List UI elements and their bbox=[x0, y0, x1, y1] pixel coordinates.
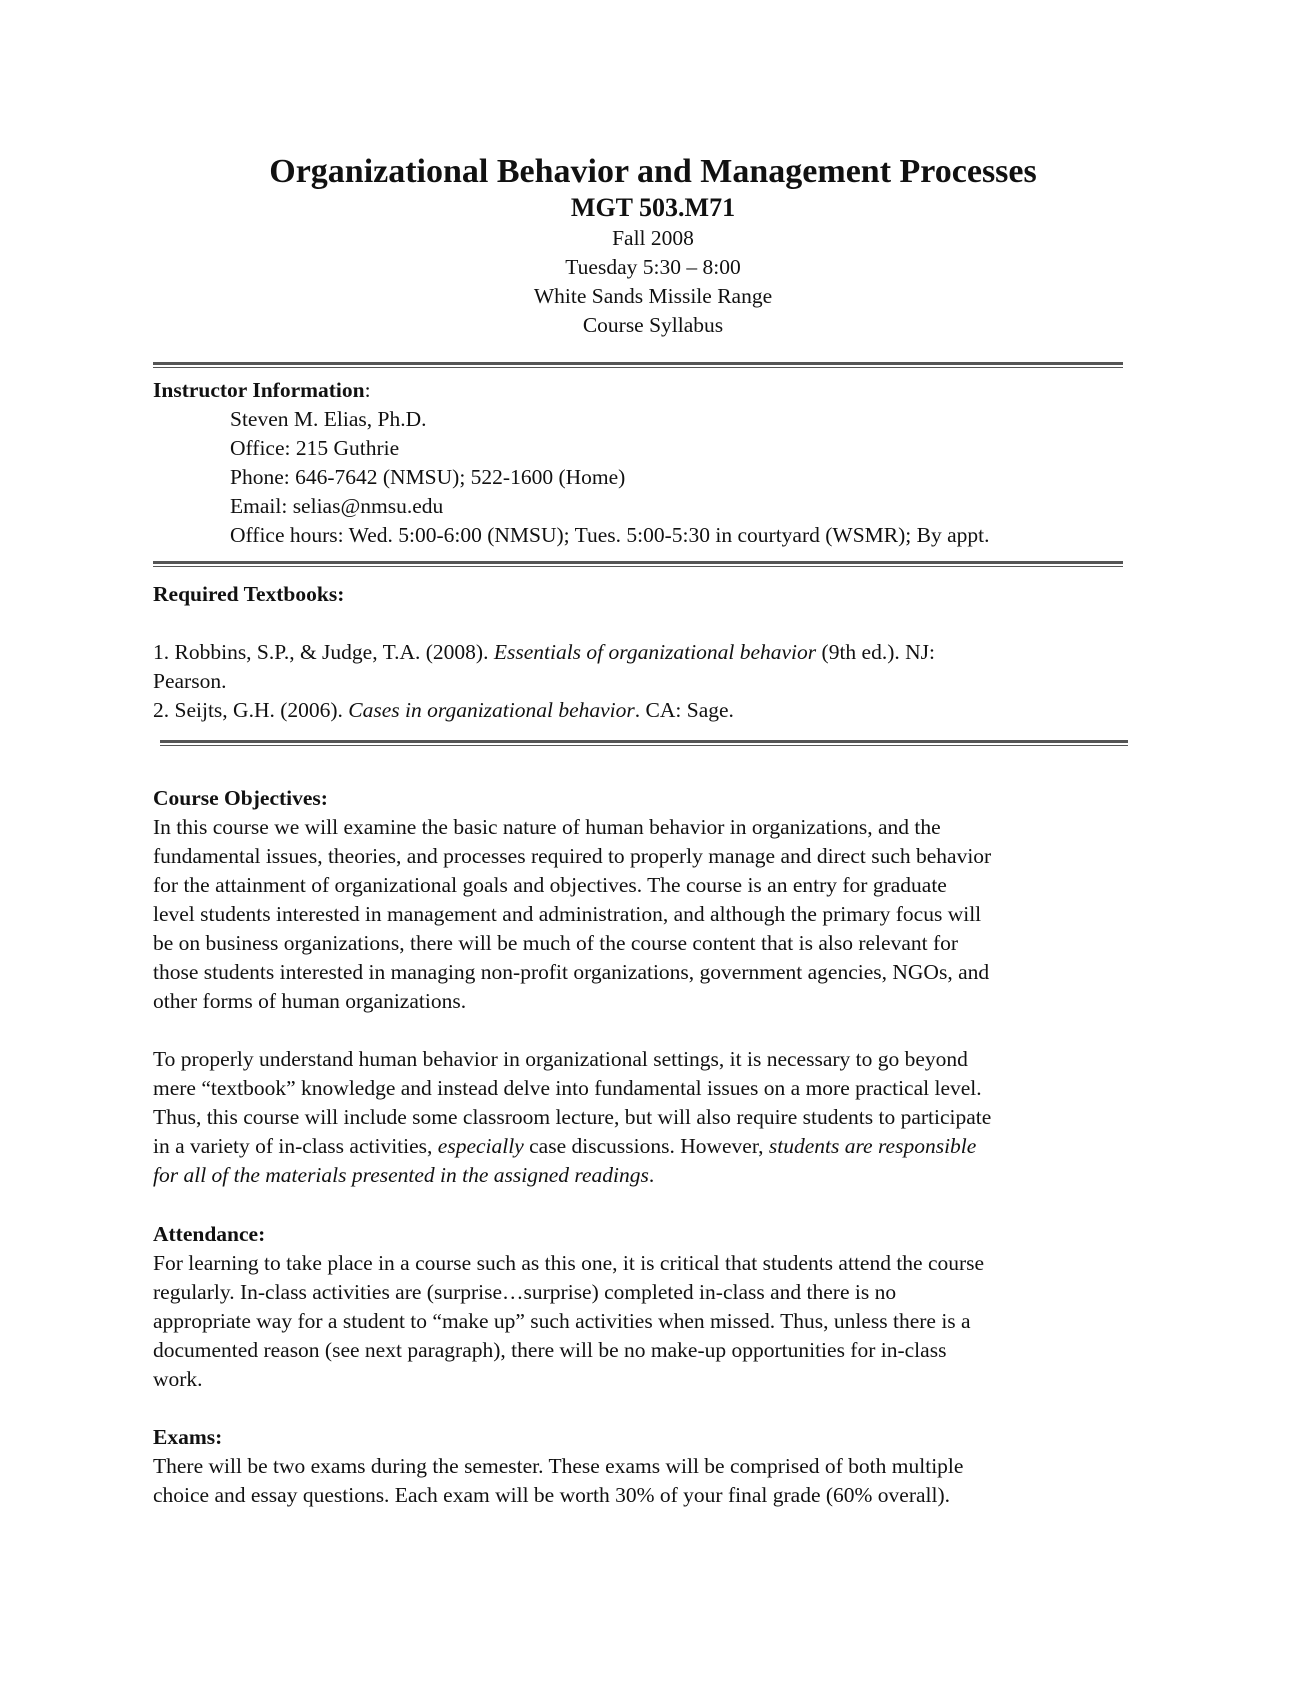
objectives-para1-line: level students interested in management and administration, and although the primary focus will bbox=[153, 902, 982, 926]
instructor-name: Steven M. Elias, Ph.D. bbox=[230, 407, 427, 431]
instructor-office: Office: 215 Guthrie bbox=[230, 436, 400, 460]
exams-section bbox=[153, 1423, 1153, 1510]
textbook-1-publisher: Pearson. bbox=[153, 669, 227, 693]
instructor-phone: Phone: 646-7642 (NMSU); 522-1600 (Home) bbox=[230, 465, 626, 489]
instructor-office-hours: Office hours: Wed. 5:00-6:00 (NMSU); Tues. 5:00-5:30 in courtyard (WSMR); By appt. bbox=[230, 523, 990, 547]
attendance-line: For learning to take place in a course such as this one, it is critical that students attend the course bbox=[153, 1251, 985, 1275]
textbooks-section bbox=[153, 580, 1153, 725]
textbook-1: 1. Robbins, S.P., & Judge, T.A. (2008). Essentials of organizational behavior (9th ed.). NJ: bbox=[153, 640, 935, 664]
course-title: Organizational Behavior and Management Processes bbox=[269, 153, 1037, 190]
objectives-heading: Course Objectives: bbox=[153, 786, 328, 810]
objectives-para2-line: for all of the materials presented in the assigned readings. bbox=[153, 1163, 655, 1187]
objectives-para2-line: in a variety of in-class activities, especially case discussions. However, students are responsible bbox=[153, 1134, 977, 1158]
course-code: MGT 503.M71 bbox=[570, 193, 736, 222]
objectives-para1-line: those students interested in managing non-profit organizations, government agencies, NGOs, and bbox=[153, 960, 990, 984]
attendance-line: documented reason (see next paragraph), there will be no make-up opportunities for in-class bbox=[153, 1338, 947, 1362]
section-divider bbox=[153, 362, 1123, 368]
objectives-section bbox=[153, 784, 1153, 1190]
attendance-section bbox=[153, 1220, 1153, 1394]
course-term: Fall 2008 bbox=[612, 226, 694, 250]
textbooks-heading: Required Textbooks: bbox=[153, 582, 345, 606]
objectives-para2-line: mere “textbook” knowledge and instead delve into fundamental issues on a more practical level. bbox=[153, 1076, 982, 1100]
objectives-para1-line: other forms of human organizations. bbox=[153, 989, 467, 1013]
exams-line: There will be two exams during the semester. These exams will be comprised of both multiple bbox=[153, 1454, 964, 1478]
attendance-line: appropriate way for a student to “make up” such activities when missed. Thus, unless there is a bbox=[153, 1309, 971, 1333]
objectives-para1-line: In this course we will examine the basic nature of human behavior in organizations, and the bbox=[153, 815, 941, 839]
objectives-para1-line: fundamental issues, theories, and processes required to properly manage and direct such behavior bbox=[153, 844, 992, 868]
instructor-heading-colon: : bbox=[364, 378, 371, 402]
instructor-section bbox=[153, 376, 1153, 550]
objectives-para2-line: Thus, this course will include some classroom lecture, but will also require students to participate bbox=[153, 1105, 992, 1129]
exams-heading: Exams: bbox=[153, 1425, 223, 1449]
instructor-email: Email: selias@nmsu.edu bbox=[230, 494, 444, 518]
objectives-para1-line: be on business organizations, there will be much of the course content that is also relevant for bbox=[153, 931, 959, 955]
objectives-para1-line: for the attainment of organizational goals and objectives. The course is an entry for graduate bbox=[153, 873, 947, 897]
textbook-2: 2. Seijts, G.H. (2006). Cases in organizational behavior. CA: Sage. bbox=[153, 698, 734, 722]
textbook-1-title: Essentials of organizational behavior bbox=[493, 640, 817, 664]
instructor-heading: Instructor Information bbox=[153, 378, 365, 402]
attendance-heading: Attendance: bbox=[153, 1222, 266, 1246]
exams-line: choice and essay questions. Each exam will be worth 30% of your final grade (60% overall). bbox=[153, 1483, 951, 1507]
course-schedule: Tuesday 5:30 – 8:00 bbox=[565, 255, 741, 279]
textbook-2-title: Cases in organizational behavior bbox=[348, 698, 635, 722]
syllabus-header bbox=[0, 152, 1306, 340]
section-divider bbox=[160, 740, 1128, 746]
attendance-line: regularly. In-class activities are (surprise…surprise) completed in-class and there is no bbox=[153, 1280, 897, 1304]
objectives-para2-line: To properly understand human behavior in organizational settings, it is necessary to go beyond bbox=[153, 1047, 968, 1071]
course-location: White Sands Missile Range bbox=[533, 284, 773, 308]
section-divider bbox=[153, 561, 1123, 567]
attendance-line: work. bbox=[153, 1367, 203, 1391]
document-type: Course Syllabus bbox=[582, 313, 724, 337]
